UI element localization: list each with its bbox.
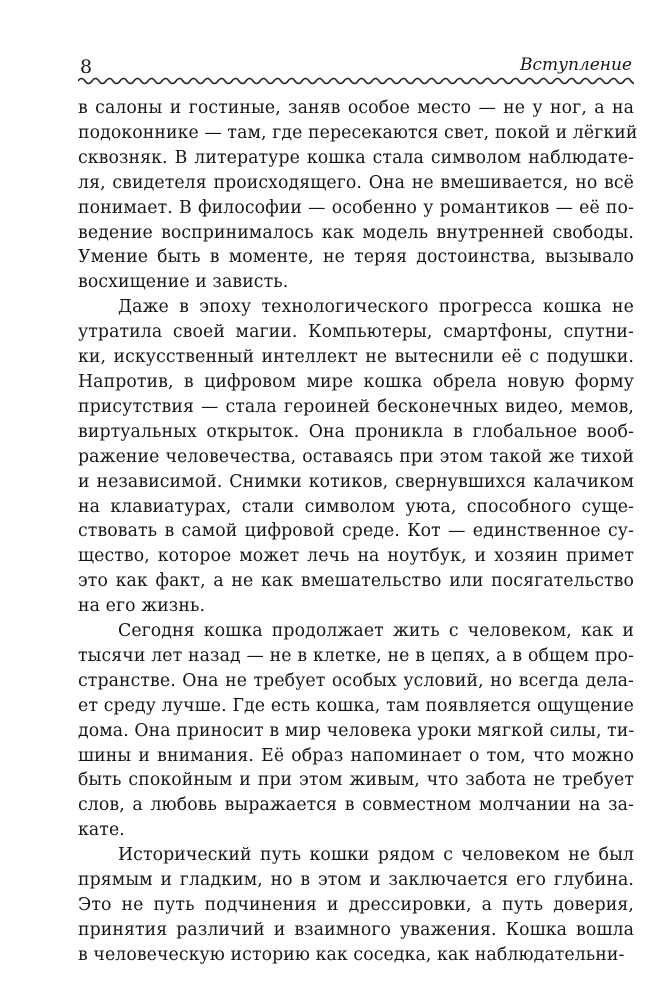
text-line: странстве. Она не требует особых условий, но всегда дела- <box>78 670 634 691</box>
text-line: принятия различий и взаимного уважения. Кошка вошла <box>78 919 634 940</box>
text-line: в салоны и гостиные, заняв особое место — не у ног, а на <box>78 98 634 118</box>
text-line: в человеческую историю как соседка, как наблюдательни- <box>78 944 625 965</box>
text-line: тысячи лет назад — не в клетке, не в цепях, а в общем про- <box>78 645 634 666</box>
paragraph <box>78 843 634 968</box>
text-line: присутствия — стала героиней бесконечных видео, мемов, <box>78 396 634 417</box>
text-line: ствовать в самой цифровой среде. Кот — единственное су- <box>78 521 634 542</box>
text-line: на его жизнь. <box>78 596 206 617</box>
text-line: ет среду лучше. Где есть кошка, там появляется ощущение <box>78 695 634 716</box>
text-line: шины и внимания. Её образ напоминает о том, что можно <box>78 745 634 766</box>
text-line: подоконнике — там, где пересекаются свет, покой и лёгкий <box>78 122 638 143</box>
text-line: это как факт, а не как вмешательство или посягательство <box>78 571 634 592</box>
text-line: слов, а любовь выражается в совместном молчании на за- <box>78 795 634 816</box>
text-line: Это не путь подчинения и дрессировки, а путь доверия, <box>78 895 634 915</box>
text-line: ражение человечества, оставаясь при этом такой же тихой <box>78 446 634 467</box>
text-line: на клавиатурах, стали символом уюта, способного суще- <box>78 496 634 517</box>
text-line: кате. <box>78 820 125 841</box>
page-number: 8 <box>80 56 93 78</box>
text-line: Сегодня кошка продолжает жить с человеком, как и <box>118 621 634 642</box>
text-line: Умение быть в моменте, не теряя достоинства, вызывало <box>78 247 634 268</box>
page-header <box>0 48 670 88</box>
text-line: Исторический путь кошки рядом с человеком не был <box>118 845 634 866</box>
running-head: Вступление <box>519 55 632 75</box>
text-line: ведение воспринималось как модель внутренней свободы. <box>78 222 634 243</box>
text-line: утратила своей магии. Компьютеры, смартфоны, спутни- <box>78 322 634 343</box>
paragraph <box>78 96 638 295</box>
text-line: щество, которое может лечь на ноутбук, и хозяин примет <box>78 546 634 567</box>
text-line: прямым и гладким, но в этом и заключается его глубина. <box>78 870 634 891</box>
body-text <box>78 96 638 968</box>
text-line: дома. Она приносит в мир человека уроки мягкой силы, ти- <box>78 720 635 741</box>
wavy-rule <box>78 75 634 87</box>
text-line: восхищение и зависть. <box>78 272 289 293</box>
text-line: быть спокойным и при этом живым, что забота не требует <box>78 770 634 791</box>
paragraph <box>78 295 634 619</box>
text-line: Даже в эпоху технологического прогресса кошка не <box>118 297 634 318</box>
text-line: понимает. В философии — особенно у романтиков — её по- <box>78 197 634 218</box>
text-line: и независимой. Снимки котиков, свернувшихся калачиком <box>78 471 634 492</box>
paragraph <box>78 619 634 843</box>
text-line: виртуальных открыток. Она проникла в глобальное вооб- <box>78 421 634 442</box>
text-line: ля, свидетеля происходящего. Она не вмешивается, но всё <box>78 172 634 193</box>
text-line: ки, искусственный интеллект не вытеснили её с подушки. <box>78 347 634 368</box>
text-line: Напротив, в цифровом мире кошка обрела новую форму <box>78 371 634 392</box>
text-line: сквозняк. В литературе кошка стала символом наблюдате- <box>78 147 634 168</box>
